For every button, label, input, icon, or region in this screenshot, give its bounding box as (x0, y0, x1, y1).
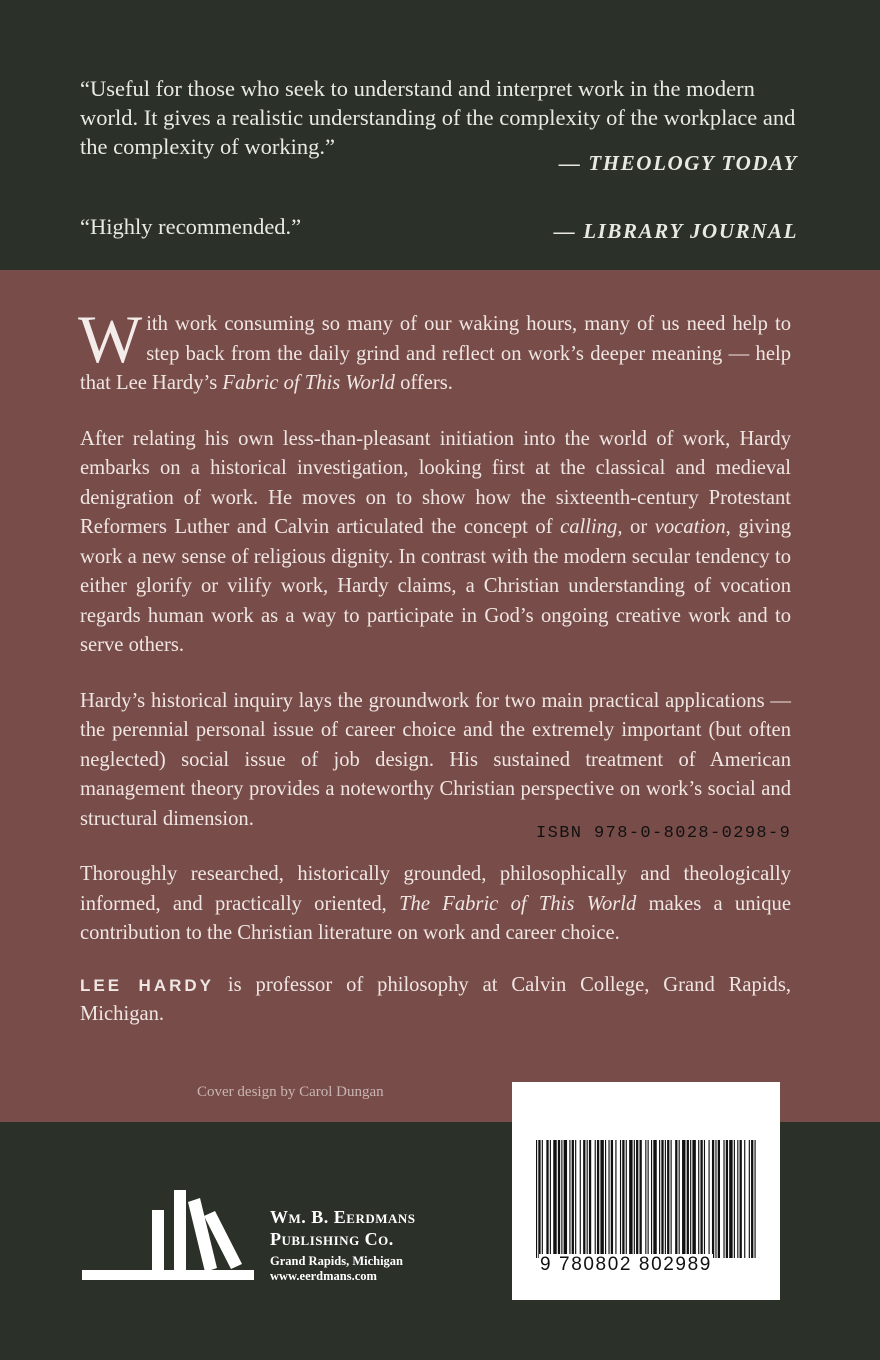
publisher-url: www.eerdmans.com (270, 1269, 377, 1283)
barcode-bar (536, 1140, 537, 1258)
barcode-bar (634, 1140, 635, 1258)
barcode-bar (629, 1140, 632, 1258)
publisher-name-line-2: Publishing Co. (270, 1229, 394, 1249)
barcode-bar (564, 1140, 567, 1258)
barcode-bar (583, 1140, 585, 1258)
drop-cap: W (78, 301, 143, 377)
barcode-bar (636, 1140, 638, 1258)
barcode-bar (682, 1140, 685, 1258)
barcode-bar (653, 1140, 656, 1258)
barcode-bar (734, 1140, 735, 1258)
book-title-ref: The Fabric of This World (399, 892, 637, 915)
barcode-bar (679, 1140, 680, 1258)
barcode-bar (712, 1140, 714, 1258)
barcode-bar (698, 1140, 699, 1258)
cover-design-credit: Cover design by Carol Dungan (197, 1084, 384, 1100)
book-title-ref: Fabric of This World (222, 372, 395, 394)
reviews-section (0, 0, 880, 270)
barcode-bar (671, 1140, 672, 1258)
barcode-bar (589, 1140, 591, 1258)
barcode-bar (569, 1140, 570, 1258)
barcode-bar (665, 1140, 666, 1258)
barcode-bar (622, 1140, 624, 1258)
barcode-bar (605, 1140, 606, 1258)
barcode-bar (611, 1140, 613, 1258)
barcode-bar (704, 1140, 705, 1258)
review-source-2: — LIBRARY JOURNAL (553, 219, 798, 243)
barcode-bar (546, 1140, 548, 1258)
ean-digits: 9 780802 802989 (540, 1254, 712, 1275)
barcode-bar (620, 1140, 621, 1258)
barcode-bar (626, 1140, 627, 1258)
books-on-shelf-icon (82, 1190, 254, 1280)
author-name: LEE HARDY (80, 975, 214, 995)
barcode-bar (690, 1140, 691, 1258)
barcode-bar (740, 1140, 742, 1258)
barcode-bar (723, 1140, 724, 1258)
description-paragraph-2: After relating his own less-than-pleasant initiation into the world of work, Hardy embarks on a historical investigation, looking first at the classical and medieval denigration of work. He moves on to show how the sixteenth-century Protestant Reformers Luther and Calvin articulated the concept of calling, or vocation, giving work a new sense of religious dignity. In contrast with the modern secular tendency to either glorify or vilify work, Hardy claims, a Christian understanding of vocation regards human work as a way to participate in God’s ongoing creative work and to serve others. (80, 427, 791, 656)
publisher-info (270, 1206, 416, 1284)
barcode-bar (597, 1140, 599, 1258)
barcode-bar (558, 1140, 560, 1258)
barcode-bar (587, 1140, 588, 1258)
barcode-bar (715, 1140, 716, 1258)
barcode-bar (687, 1140, 689, 1258)
barcode-bar (692, 1140, 695, 1258)
barcode-bar (709, 1140, 710, 1258)
review-source-1: — THEOLOGY TODAY (558, 151, 798, 175)
description-paragraph-3: Hardy’s historical inquiry lays the groundwork for two main practical applications — the perennial personal issue of career choice and the extremely important (but often neglected) social issue of job design. His sustained treatment of American management theory provides a noteworthy Christian perspective on work’s social and structural dimension. (80, 689, 791, 830)
barcode-bar (751, 1140, 753, 1258)
barcode-bar (595, 1140, 596, 1258)
barcode-bar (667, 1140, 669, 1258)
barcode-bar (553, 1140, 556, 1258)
publisher-city: Grand Rapids, Michigan (270, 1254, 404, 1268)
barcode-bar (648, 1140, 649, 1258)
barcode-bar (700, 1140, 702, 1258)
description-body (78, 301, 791, 1056)
isbn-label-box (512, 1082, 780, 1122)
barcode-bar (600, 1140, 603, 1258)
barcode-bar (575, 1140, 576, 1258)
isbn-number: ISBN 978-0-8028-0298-9 (536, 824, 792, 843)
barcode-bar (755, 1140, 756, 1258)
barcode-bar (726, 1140, 728, 1258)
description-paragraph-1: With work consuming so many of our waking hours, many of us need help to step back from the daily grind and reflect on work’s deeper meaning — help that Lee Hardy’s Fabric of This World offers. (78, 301, 791, 394)
description-paragraph-4: Thoroughly researched, historically grounded, philosophically and theologically informed, and practically oriented, The Fabric of This World makes a unique contribution to the Christian literature on work and career choice. (80, 863, 791, 944)
publisher-name-line-1: Wm. B. Eerdmans (270, 1207, 416, 1227)
barcode-bar (737, 1140, 738, 1258)
barcode-bar (661, 1140, 663, 1258)
review-quote-1: “Useful for those who seek to understand and interpret work in the modern world. It gives a realistic understanding of the complexity of the workplace and the complexity of working.” (80, 76, 796, 159)
barcode-bar (542, 1140, 543, 1258)
barcode-bar (675, 1140, 677, 1258)
barcode-bar (645, 1140, 646, 1258)
barcode-bar (561, 1140, 562, 1258)
barcode-bar (550, 1140, 551, 1258)
description-section (0, 270, 880, 1122)
barcode-bar (744, 1140, 745, 1258)
barcode-bar (580, 1140, 581, 1258)
barcode-bar (538, 1140, 540, 1258)
barcode-bar (729, 1140, 732, 1258)
barcode-bar (615, 1140, 616, 1258)
barcode-bar (608, 1140, 609, 1258)
barcode-bar (718, 1140, 720, 1258)
barcode-bar (659, 1140, 660, 1258)
review-quote-2: “Highly recommended.” (80, 214, 302, 239)
barcode-bar (651, 1140, 652, 1258)
barcode-bar (572, 1140, 574, 1258)
barcode-bar (749, 1140, 750, 1258)
barcode-bar (640, 1140, 642, 1258)
author-bio: LEE HARDY is professor of philosophy at Calvin College, Grand Rapids, Michigan. (80, 973, 791, 1025)
